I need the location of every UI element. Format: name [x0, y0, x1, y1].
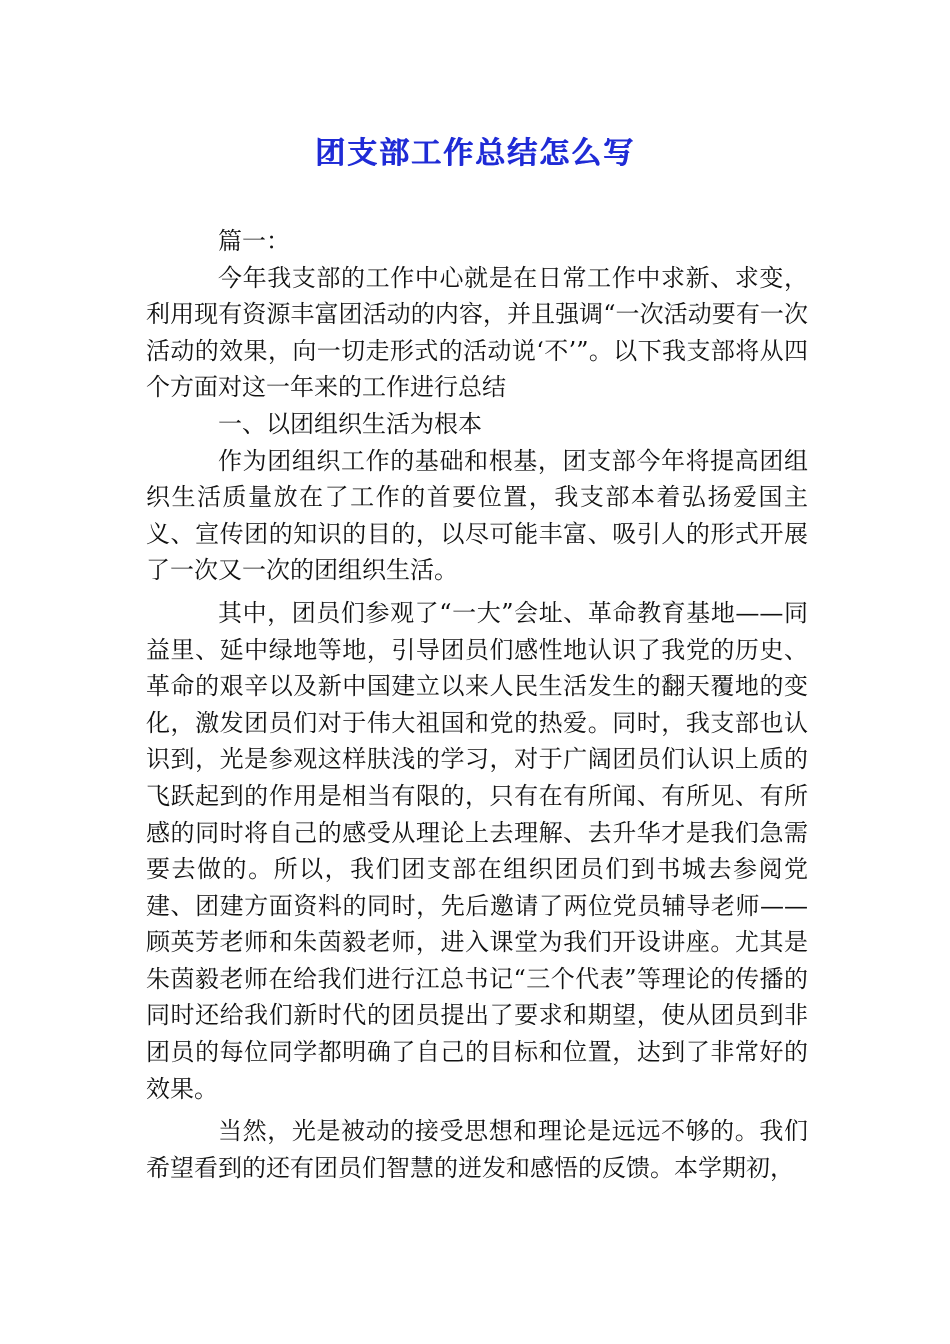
document-title: 团支部工作总结怎么写 — [315, 136, 635, 171]
document-body — [146, 223, 808, 1186]
paragraph-heading-one: 一、以团组织生活为根本 — [218, 409, 482, 438]
paragraph-section-label: 篇一： — [218, 227, 290, 255]
paragraph-body: 其中，团员们参观了“一大”会址、革命教育基地——同益里、延中绿地等地，引导团员们感性地认识了我党的历史、革命的艰辛以及新中国建立以来人民生活发生的翻天覆地的变化，激发团员们对于伟大祖国和党的热爱。同时，我支部也认识到，光是参观这样肤浅的学习，对于广阔团员们认识上质的飞跃起到的作用是相当有限的，只有在有所闻、有所见、有所感的同时将自己的感受从理论上去理解、去升华才是我们急需要去做的。所以，我们团支部在组织团员们到书城去参阅党建、团建方面资料的同时，先后邀请了两位党员辅导老师——顾英芳老师和朱茵毅老师，进入课堂为我们开设讲座。尤其是朱茵毅老师在给我们进行江总书记“三个代表”等理论的传播的同时还给我们新时代的团员提出了要求和期望，使从团员到非团员的每位同学都明确了自己的目标和位置，达到了非常好的效果。 — [146, 598, 808, 1103]
paragraph-body: 当然，光是被动的接受思想和理论是远远不够的。我们希望看到的还有团员们智慧的迸发和感悟的反馈。本学期初， — [146, 1117, 808, 1182]
paragraph-body: 作为团组织工作的基础和根基，团支部今年将提高团组织生活质量放在了工作的首要位置，我支部本着弘扬爱国主义、宣传团的知识的目的，以尽可能丰富、吸引人的形式开展了一次又一次的团组织生活。 — [146, 446, 808, 585]
paragraph-intro: 今年我支部的工作中心就是在日常工作中求新、求变，利用现有资源丰富团活动的内容，并且强调“一次活动要有一次活动的效果，向一切走形式的活动说‘不’”。以下我支部将从四个方面对这一年来的工作进行总结 — [146, 263, 808, 402]
